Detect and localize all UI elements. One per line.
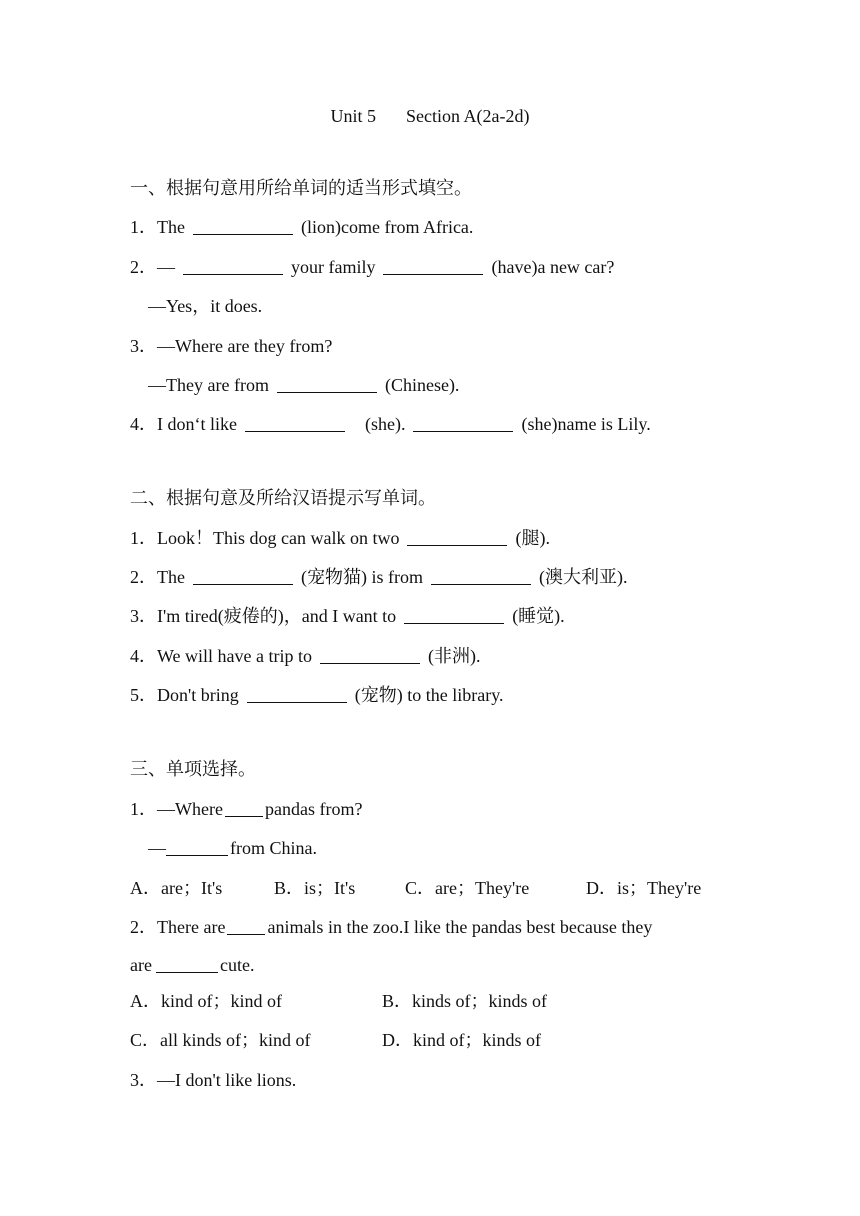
- answer-blank[interactable]: [227, 916, 265, 935]
- part3-q1-line2: — from China.: [148, 838, 317, 858]
- part3-q2: 2．There are animals in the zoo.I like the pandas best because they: [130, 917, 653, 937]
- option-c[interactable]: C．all kinds of；kind of: [130, 1030, 311, 1050]
- part1-q3: 3．—Where are they from?: [130, 336, 333, 356]
- answer-blank[interactable]: [431, 566, 531, 585]
- answer-blank[interactable]: [193, 566, 293, 585]
- part2-q4: 4．We will have a trip to (非洲).: [130, 646, 481, 666]
- answer-blank[interactable]: [193, 216, 293, 235]
- option-d[interactable]: D．is；They're: [586, 878, 702, 898]
- part2-q2: 2．The (宠物猫) is from (澳大利亚).: [130, 567, 628, 587]
- part1-q2: 2．— your family (have)a new car?: [130, 257, 615, 277]
- part2-q3: 3．I'm tired(疲倦的)，and I want to (睡觉).: [130, 606, 565, 626]
- part1-q1: 1．The (lion)come from Africa.: [130, 217, 474, 237]
- part1-q4: 4．I don‘t like (she). (she)name is Lily.: [130, 414, 651, 434]
- part2-heading: 二、根据句意及所给汉语提示写单词。: [130, 488, 436, 508]
- part1-heading: 一、根据句意用所给单词的适当形式填空。: [130, 178, 472, 198]
- answer-blank[interactable]: [245, 413, 345, 432]
- answer-blank[interactable]: [247, 684, 347, 703]
- part2-q5: 5．Don't bring (宠物) to the library.: [130, 685, 504, 705]
- answer-blank[interactable]: [166, 837, 228, 856]
- answer-blank[interactable]: [413, 413, 513, 432]
- part3-q1: 1．—Where pandas from?: [130, 799, 363, 819]
- unit-label: Unit 5: [330, 106, 377, 126]
- option-d[interactable]: D．kind of；kinds of: [382, 1030, 541, 1050]
- part2-q1: 1．Look！This dog can walk on two (腿).: [130, 528, 550, 548]
- part3-q3: 3．—I don't like lions.: [130, 1070, 297, 1090]
- option-a[interactable]: A．kind of；kind of: [130, 991, 282, 1011]
- part3-heading: 三、单项选择。: [130, 759, 256, 779]
- part1-q3-answer: —They are from (Chinese).: [148, 375, 460, 395]
- option-b[interactable]: B．kinds of；kinds of: [382, 991, 548, 1011]
- option-b[interactable]: B．is；It's: [274, 878, 356, 898]
- answer-blank[interactable]: [407, 527, 507, 546]
- page-title: [0, 104, 860, 128]
- answer-blank[interactable]: [404, 605, 504, 624]
- answer-blank[interactable]: [320, 645, 420, 664]
- answer-blank[interactable]: [225, 798, 263, 817]
- part3-q2-line2: are cute.: [130, 955, 255, 975]
- option-c[interactable]: C．are；They're: [405, 878, 530, 898]
- answer-blank[interactable]: [183, 256, 283, 275]
- section-label: Section A(2a-2d): [406, 106, 530, 126]
- part1-q2-answer: —Yes，it does.: [148, 296, 263, 316]
- answer-blank[interactable]: [156, 954, 218, 973]
- option-a[interactable]: A．are；It's: [130, 878, 223, 898]
- answer-blank[interactable]: [277, 374, 377, 393]
- answer-blank[interactable]: [383, 256, 483, 275]
